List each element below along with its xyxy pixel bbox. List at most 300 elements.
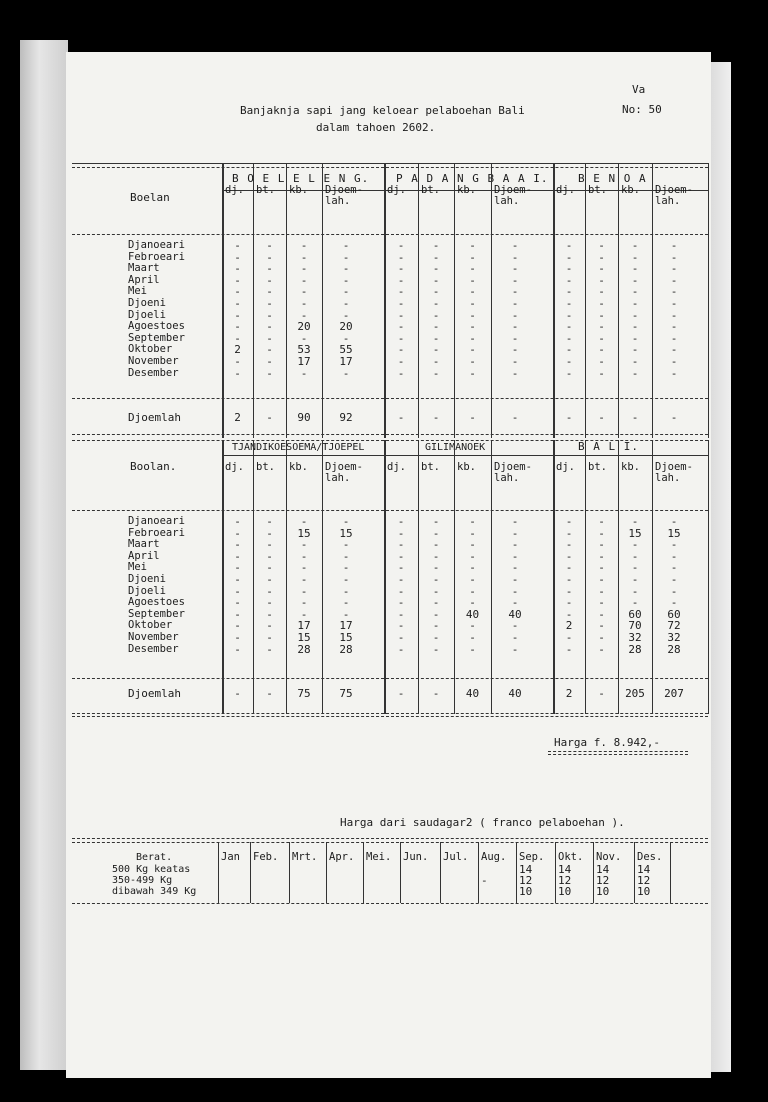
table1-cell: 2 (234, 343, 241, 357)
table1-col-header: Djoem- lah. (494, 184, 532, 207)
table1-cell: 20 (339, 320, 353, 334)
table2-cell: - (266, 596, 273, 610)
table1-cell: - (397, 343, 405, 357)
table1-cell: - (511, 262, 519, 276)
t1-port-2: P A D A N G B A A I. (396, 172, 549, 185)
table1-cell: - (631, 355, 639, 368)
table1-cell: - (397, 262, 405, 276)
table1-cell: - (432, 297, 440, 310)
table1-cell: - (234, 366, 241, 380)
table1-cell: - (598, 297, 605, 310)
table2-cell: - (234, 619, 241, 633)
table1-col-line (553, 163, 555, 438)
table1-cell: - (300, 239, 308, 252)
table2-cell: - (300, 515, 308, 528)
table1-cell: - (432, 343, 440, 357)
table2-cell: 40 (508, 607, 522, 621)
table2-cell: 32 (628, 631, 642, 644)
table1-cell: - (342, 273, 350, 287)
pt-cell: 10 (596, 885, 610, 898)
harga-underline-2 (548, 754, 688, 755)
table1-col-line (322, 163, 323, 438)
table2-cell: - (598, 538, 605, 552)
table2-cell: 15 (297, 631, 311, 644)
table2-month-label: Oktober (128, 619, 173, 632)
table2-cell: - (432, 573, 440, 586)
table2-cell: - (565, 607, 573, 621)
table2-cell: - (631, 584, 639, 598)
table2-cell: - (342, 538, 350, 552)
book-binding (20, 40, 68, 1070)
table1-cell: - (469, 262, 476, 276)
table1-cell: - (432, 262, 440, 276)
table2-cell: - (266, 631, 273, 644)
table1-cell: - (631, 273, 639, 287)
table1-cell: - (565, 355, 573, 368)
table2-cell: - (342, 607, 350, 621)
table2-cell: 15 (339, 526, 353, 540)
table1-month-label: Djanoeari (128, 239, 185, 251)
table2-cell: - (631, 515, 639, 528)
table1-col-header: kb. (289, 184, 308, 196)
pt-cell: 10 (637, 885, 651, 898)
table2-cell: - (266, 538, 273, 552)
table1-cell: - (670, 285, 678, 299)
table2-cell: - (565, 596, 573, 610)
table1-col-header: bt. (256, 184, 275, 196)
table1-cell: - (565, 285, 573, 299)
table2-month-label: Agoestoes (128, 596, 185, 609)
table2-cell: - (432, 642, 440, 656)
table1-total-cell: - (266, 411, 273, 424)
pt-cell: 14 (596, 863, 610, 876)
table1-cell: - (266, 262, 273, 276)
table2-cell: 28 (339, 642, 353, 656)
table2-cell: - (397, 573, 405, 586)
table1-total-cell: - (469, 411, 476, 424)
pt-month-header: Jan (221, 851, 240, 863)
table2-cell: - (234, 642, 241, 656)
table2-month-label: April (128, 549, 160, 562)
table2-total-cell: - (598, 687, 605, 700)
t2-bottom-rule (72, 713, 708, 714)
table1-cell: 17 (339, 355, 353, 368)
table1-cell: - (300, 297, 308, 310)
table1-cell: - (631, 285, 639, 299)
table1-cell: - (598, 262, 605, 276)
table1-cell: - (266, 273, 273, 287)
table1-cell: - (469, 308, 476, 322)
table2-cell: - (300, 549, 308, 563)
table2-cell: 72 (667, 619, 681, 633)
table2-cell: - (631, 573, 639, 586)
table1-col-header: bt. (421, 184, 440, 196)
table1-cell: - (511, 239, 519, 252)
table1-month-label: April (128, 273, 160, 286)
table2-cell: - (234, 526, 241, 540)
table2-cell: - (565, 584, 573, 598)
table2-cell: - (598, 573, 605, 586)
table2-cell: 17 (339, 619, 353, 633)
pt-cell: 10 (558, 885, 572, 898)
table1-cell: - (432, 355, 440, 368)
table2-cell: - (598, 619, 605, 633)
table1-cell: - (266, 239, 273, 252)
table2-cell: - (234, 538, 241, 552)
table1-col-line (491, 163, 492, 438)
table2-cell: - (300, 561, 308, 575)
table2-cell: - (234, 515, 241, 528)
table1-cell: - (598, 239, 605, 252)
table2-total-cell: - (266, 687, 273, 700)
table1-cell: - (397, 331, 405, 345)
table1-month-label: Djoeli (128, 308, 166, 321)
table1-col-line (652, 163, 653, 438)
table1-cell: - (670, 308, 678, 322)
table2-cell: - (511, 573, 519, 586)
table1-month-label: November (128, 355, 179, 367)
t1-port-1: B O E L E L E N G. (232, 172, 370, 185)
table1-cell: - (511, 320, 519, 334)
table1-cell: - (670, 273, 678, 287)
table1-cell: - (670, 250, 678, 264)
table2-col-header: Djoem- lah. (494, 461, 532, 484)
pt-cell: 12 (558, 874, 572, 887)
table2-cell: - (266, 561, 273, 575)
table2-total-cell: 40 (508, 687, 522, 700)
table2-total-cell: - (432, 687, 440, 700)
pt-col-line (440, 842, 441, 903)
pt-cell: 12 (637, 874, 651, 887)
table2-month-label: Djoeli (128, 584, 166, 597)
table1-cell: - (565, 331, 573, 345)
table1-cell: - (266, 320, 273, 334)
table2-cell: - (511, 549, 519, 563)
table2-cell: - (598, 607, 605, 621)
pt-cell: 12 (519, 874, 533, 887)
t1-header-rule (72, 234, 708, 235)
pt-cell: 14 (637, 863, 651, 876)
table1-cell: - (300, 273, 308, 287)
table1-cell: - (670, 366, 678, 380)
table1-cell: - (234, 320, 241, 334)
table2-col-line (322, 440, 323, 714)
pt-month-header: Apr. (329, 851, 355, 863)
table2-cell: - (598, 561, 605, 575)
table2-cell: - (432, 561, 440, 575)
table2-cell: - (598, 596, 605, 610)
table2-cell: - (432, 515, 440, 528)
table1-col-header: kb. (621, 184, 640, 196)
title-line-2: dalam tahoen 2602. (316, 121, 436, 134)
pt-cell: 14 (558, 863, 572, 876)
table1-cell: - (631, 320, 639, 334)
table2-cell: - (342, 561, 350, 575)
table2-cell: - (631, 549, 639, 563)
table2-cell: - (432, 631, 440, 644)
table2-cell: - (511, 515, 519, 528)
table1-total-cell: - (397, 411, 405, 424)
pt-month-header: Mei. (366, 851, 392, 863)
title-line-1: Banjaknja sapi jang keloear pelaboehan Bali (240, 104, 525, 117)
table2-cell: 17 (297, 619, 311, 633)
table2-cell: - (266, 526, 273, 540)
table1-cell: - (342, 285, 350, 299)
table2-cell: 28 (628, 642, 642, 656)
table1-col-header: dj. (556, 184, 575, 196)
table2-cell: - (266, 607, 273, 621)
table1-total-cell: - (670, 411, 678, 424)
table1-cell: - (342, 297, 350, 310)
table2-cell: - (469, 619, 476, 633)
table1-cell: - (670, 262, 678, 276)
table1-cell: - (598, 320, 605, 334)
table2-cell: - (565, 642, 573, 656)
pt-weight-2: 350-499 Kg (112, 875, 173, 886)
table1-cell: - (631, 297, 639, 310)
table2-col-line (286, 440, 287, 714)
table1-total-cell: - (511, 411, 519, 424)
table1-cell: - (565, 262, 573, 276)
table1-cell: - (565, 308, 573, 322)
table2-cell: - (565, 526, 573, 540)
table1-cell: 20 (297, 320, 311, 334)
table2-col-header: dj. (387, 461, 406, 473)
table1-cell: - (266, 250, 273, 264)
table1-cell: - (397, 355, 405, 368)
table1-cell: - (397, 297, 405, 310)
table2-cell: - (234, 584, 241, 598)
table2-cell: - (397, 596, 405, 610)
table2-cell: - (300, 573, 308, 586)
table1-col-line (708, 163, 709, 438)
table1-cell: - (469, 366, 476, 380)
table1-cell: - (234, 239, 241, 252)
table2-cell: - (469, 549, 476, 563)
pt-month-header: Jul. (443, 851, 469, 863)
table2-cell: - (234, 631, 241, 644)
table1-cell: - (511, 331, 519, 345)
table1-total-cell: 2 (234, 411, 241, 424)
table2-col-line (454, 440, 455, 714)
table1-cell: - (511, 308, 519, 322)
price-title: Harga dari saudagar2 ( franco pelaboehan ). (340, 816, 625, 829)
table2-cell: - (300, 607, 308, 621)
table2-cell: - (670, 549, 678, 563)
table1-cell: - (670, 239, 678, 252)
table2-cell: - (266, 619, 273, 633)
table1-cell: - (598, 331, 605, 345)
table2-cell: - (511, 538, 519, 552)
table1-month-label: Desember (128, 366, 179, 379)
table2-cell: - (670, 584, 678, 598)
table1-cell: - (300, 262, 308, 276)
table1-cell: - (670, 355, 678, 368)
table1-col-line (418, 163, 419, 438)
table2-cell: 15 (297, 526, 311, 540)
table2-cell: - (469, 538, 476, 552)
table1-cell: - (670, 331, 678, 345)
table2-month-label: November (128, 631, 179, 643)
table2-cell: - (266, 515, 273, 528)
t1-top-rule-2 (72, 167, 708, 168)
table1-total-label: Djoemlah (128, 411, 181, 424)
pt-cell: 10 (519, 885, 533, 898)
table1-cell: - (469, 285, 476, 299)
table1-cell: - (266, 343, 273, 357)
table2-cell: 28 (297, 642, 311, 656)
pt-col-line (555, 842, 556, 903)
table1-col-line (585, 163, 586, 438)
table2-cell: - (631, 561, 639, 575)
table1-cell: - (631, 343, 639, 357)
table1-cell: - (397, 366, 405, 380)
table2-cell: - (234, 573, 241, 586)
table2-cell: - (234, 607, 241, 621)
table2-total-cell: 207 (664, 687, 684, 700)
table1-col-header: kb. (457, 184, 476, 196)
table1-cell: - (342, 331, 350, 345)
table1-col-line (253, 163, 254, 438)
table1-cell: - (598, 308, 605, 322)
table2-col-line (553, 440, 555, 714)
table2-cell: - (469, 642, 476, 656)
table2-col-line (708, 440, 709, 714)
table1-cell: - (631, 239, 639, 252)
table1-cell: - (234, 262, 241, 276)
table2-cell: - (397, 538, 405, 552)
table1-month-label: September (128, 331, 185, 344)
table2-col-header: bt. (421, 461, 440, 473)
table2-cell: - (565, 631, 573, 644)
table1-cell: - (631, 262, 639, 276)
table2-col-line (618, 440, 619, 714)
table2-cell: - (342, 549, 350, 563)
table2-cell: - (432, 596, 440, 610)
pt-col-line (250, 842, 251, 903)
table1-month-label: Oktober (128, 343, 173, 356)
table1-total-cell: - (631, 411, 639, 424)
table1-month-label: Maart (128, 262, 160, 275)
table2-cell: - (342, 515, 350, 528)
table2-col-line (585, 440, 586, 714)
table1-month-label: Agoestoes (128, 320, 185, 333)
pt-top-rule (72, 838, 708, 839)
table1-cell: - (432, 308, 440, 322)
table2-cell: - (397, 561, 405, 575)
pt-col-line (289, 842, 290, 903)
table2-cell: - (598, 642, 605, 656)
table1-cell: - (631, 331, 639, 345)
table2-total-cell: 75 (339, 687, 353, 700)
table1-col-line (454, 163, 455, 438)
table1-cell: - (397, 308, 405, 322)
table1-col-line (384, 163, 386, 438)
pt-col-line (326, 842, 327, 903)
table1-cell: - (342, 366, 350, 380)
table1-total-cell: 92 (339, 411, 353, 424)
table1-cell: - (511, 343, 519, 357)
table1-cell: - (266, 366, 273, 380)
table2-cell: - (670, 561, 678, 575)
table1-cell: - (469, 343, 476, 357)
table1-cell: - (565, 343, 573, 357)
table1-cell: 53 (297, 343, 311, 357)
table1-col-header: bt. (588, 184, 607, 196)
table1-cell: - (511, 297, 519, 310)
pt-col-line (593, 842, 594, 903)
table2-col-header: kb. (621, 461, 640, 473)
table2-cell: - (432, 619, 440, 633)
table2-cell: 40 (465, 607, 480, 621)
pt-col-line (516, 842, 517, 903)
table2-cell: - (670, 596, 678, 610)
pt-col-line (363, 842, 364, 903)
table2-cell: - (300, 538, 308, 552)
table2-month-label: Desember (128, 642, 179, 655)
table1-cell: - (469, 239, 476, 252)
table2-cell: - (469, 596, 476, 610)
table2-cell: - (511, 526, 519, 540)
table1-month-label: Febroeari (128, 250, 185, 263)
table2-col-line (384, 440, 386, 714)
table1-col-header: dj. (225, 184, 244, 196)
table2-col-line (491, 440, 492, 714)
table2-col-header: kb. (457, 461, 476, 473)
pt-col-line (478, 842, 479, 903)
table1-col-line (618, 163, 619, 438)
table1-cell: - (469, 320, 476, 334)
pt-weight-3: dibawah 349 Kg (112, 886, 197, 897)
table2-cell: - (397, 607, 405, 621)
table2-cell: - (511, 631, 519, 644)
t2-port-rule (222, 455, 708, 456)
pt-month-header: Des. (637, 851, 663, 863)
table2-cell: - (432, 584, 440, 598)
table2-cell: - (397, 584, 405, 598)
pt-cell: 14 (519, 863, 533, 876)
table2-cell: - (565, 561, 573, 575)
table2-cell: - (432, 549, 440, 563)
table2-cell: 2 (565, 619, 573, 633)
table2-cell: - (397, 549, 405, 563)
t1-bottom-rule (72, 434, 708, 435)
table2-month-label: Mei (128, 561, 147, 574)
table2-month-label: Febroeari (128, 526, 185, 539)
pt-month-header: Okt. (558, 851, 584, 863)
table1-total-cell: - (598, 411, 605, 424)
table2-cell: - (598, 584, 605, 598)
table2-total-cell: 205 (625, 687, 645, 700)
table2-cell: - (598, 631, 605, 644)
table2-cell: - (300, 596, 308, 610)
table2-cell: - (469, 515, 476, 528)
table1-cell: - (234, 331, 241, 345)
table2-col-header: dj. (556, 461, 575, 473)
table2-month-label: Djoeni (128, 573, 166, 585)
table1-month-label: Djoeni (128, 297, 166, 309)
table1-cell: - (342, 239, 350, 252)
table1-cell: - (511, 273, 519, 287)
pt-month-header: Jun. (403, 851, 429, 863)
table1-cell: - (598, 250, 605, 264)
pt-month-header: Sep. (519, 851, 545, 863)
table2-cell: - (266, 584, 273, 598)
table1-cell: - (631, 308, 639, 322)
t1-port-3: B E N O A (578, 172, 647, 185)
table2-cell: - (511, 619, 519, 633)
table2-cell: - (469, 584, 476, 598)
